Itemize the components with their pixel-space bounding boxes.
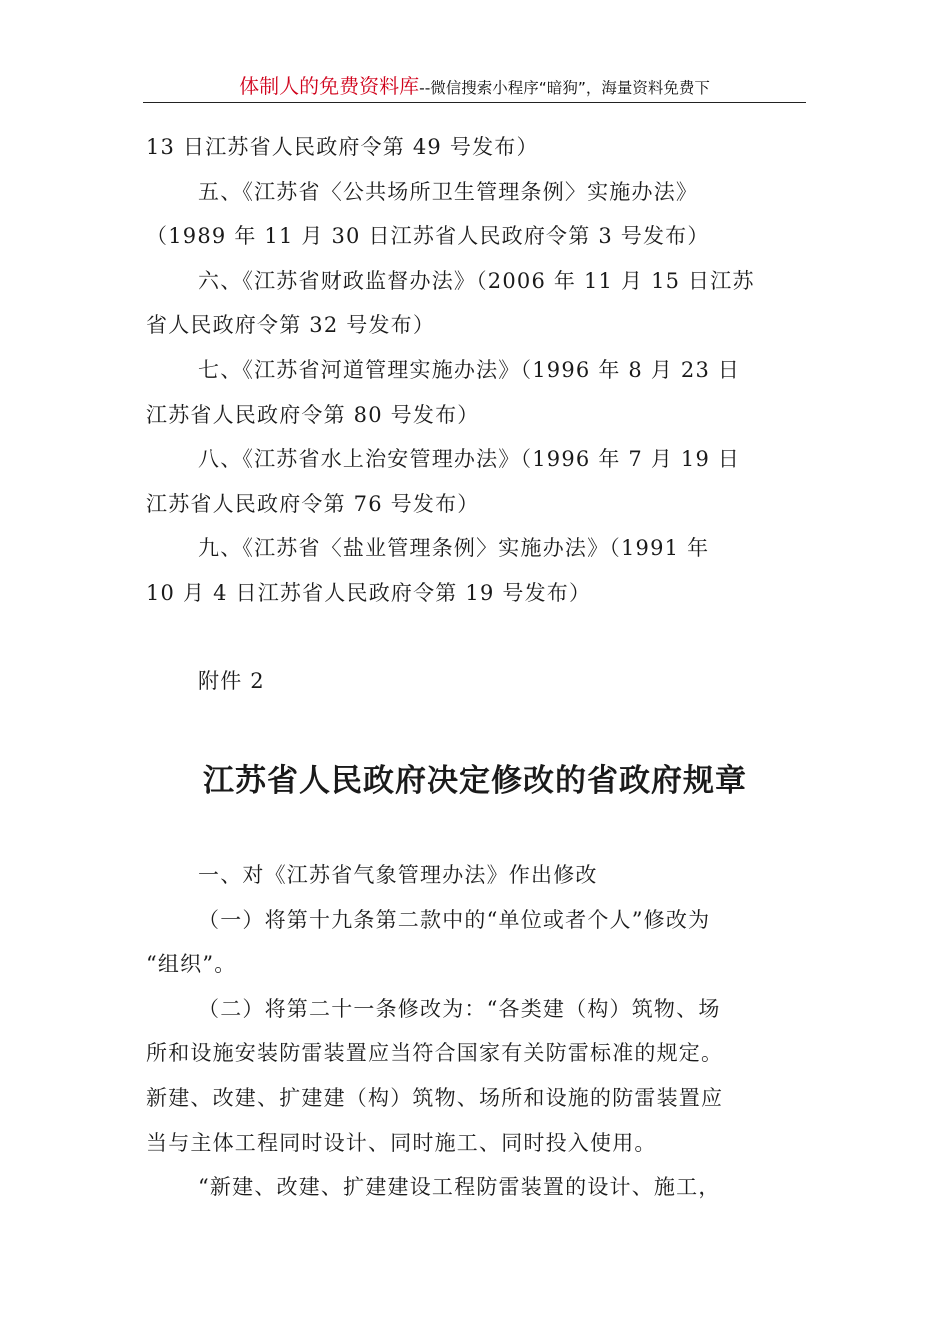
page-header [143,70,806,103]
list-line: （1989 年 11 月 30 日江苏省人民政府令第 3 号发布） [146,224,710,249]
header-brand: 体制人的免费资料库 [239,74,420,98]
paragraph-line: 当与主体工程同时设计、同时施工、同时投入使用。 [146,1130,657,1155]
paragraph-line: “组织”。 [146,952,237,977]
regulation-list [146,125,806,616]
header-slogan: --微信搜索小程序“暗狗”，海量资料免费下 [419,79,710,97]
list-line: 江苏省人民政府令第 80 号发布） [146,402,480,427]
list-line: 江苏省人民政府令第 76 号发布） [146,491,480,516]
attachment-label: 附件 2 [198,669,265,693]
paragraph-line: 新建、改建、扩建建（构）筑物、场所和设施的防雷装置应 [146,1085,724,1110]
paragraph-line: （一）将第十九条第二款中的“单位或者个人”修改为 [198,907,711,932]
list-item: 六、《江苏省财政监督办法》（2006 年 11 月 15 日江苏 [198,268,755,293]
list-line: 13 日江苏省人民政府令第 49 号发布） [146,135,539,159]
paragraph-line: （二）将第二十一条修改为：“各类建（构）筑物、场 [198,996,721,1021]
paragraph-line: “新建、改建、扩建建设工程防雷装置的设计、施工， [198,1175,721,1200]
list-item: 五、《江苏省〈公共场所卫生管理条例〉实施办法》 [198,179,699,204]
list-line: 10 月 4 日江苏省人民政府令第 19 号发布） [146,580,592,605]
list-item: 七、《江苏省河道管理实施办法》（1996 年 8 月 23 日 [198,357,741,382]
list-item: 八、《江苏省水上治安管理办法》（1996 年 7 月 19 日 [198,447,741,472]
section-heading: 一、对《江苏省气象管理办法》作出修改 [198,863,598,887]
amendment-section [146,853,806,1210]
document-title: 江苏省人民政府决定修改的省政府规章 [203,763,747,799]
list-line: 省人民政府令第 32 号发布） [146,313,436,338]
list-item: 九、《江苏省〈盐业管理条例〉实施办法》（1991 年 [198,536,710,561]
paragraph-line: 所和设施安装防雷装置应当符合国家有关防雷标准的规定。 [146,1041,724,1066]
